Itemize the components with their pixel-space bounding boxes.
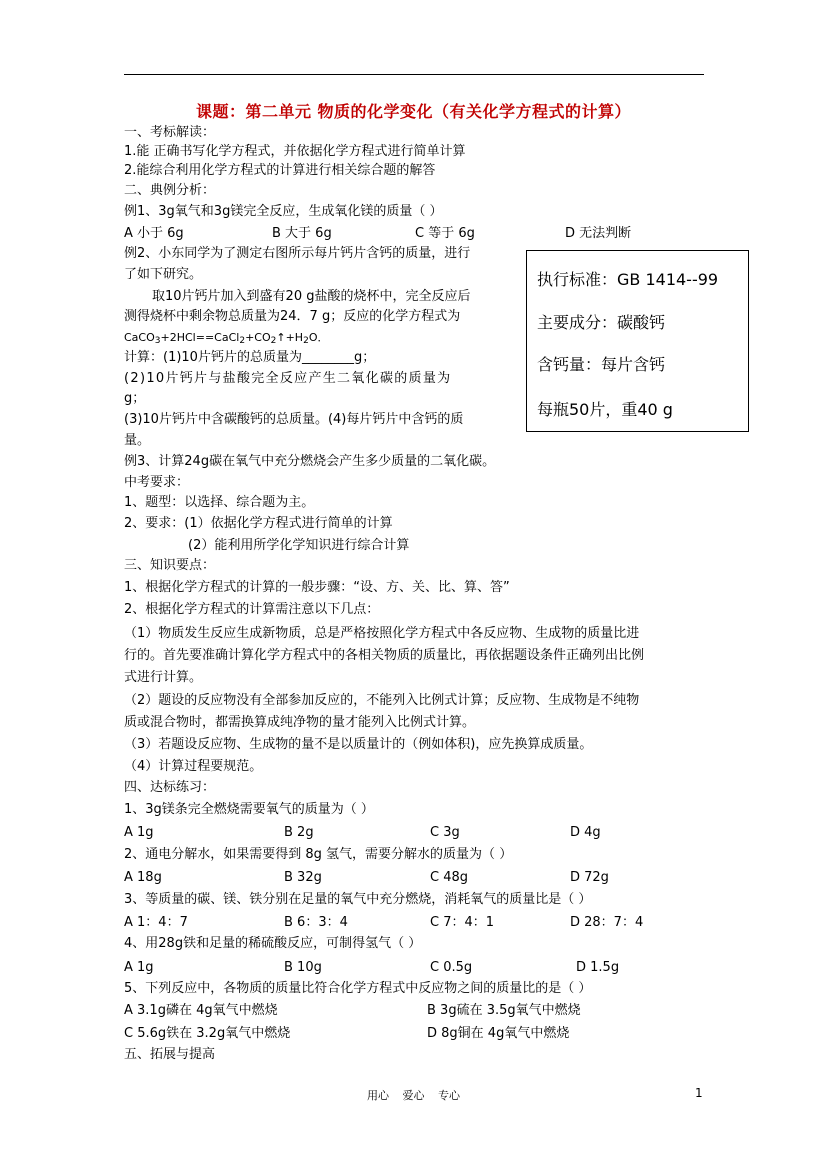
option: C 0.5g [430,960,473,975]
paragraph: （2）题设的反应物没有全部参加反应的，不能列入比例式计算；反应物、生成物是不纯物 [124,693,640,708]
example-2-text: 量。 [124,433,151,448]
exercise-question: 1、3g镁条完全燃烧需要氧气的质量为（ ） [124,802,374,817]
option: A 1g [124,825,154,840]
section-heading: 三、知识要点： [124,558,216,573]
option: A 18g [124,870,162,885]
option: D 4g [570,825,601,840]
option: A 1g [124,960,154,975]
option: A 3.1g磷在 4g氧气中燃烧 [124,1003,278,1018]
example-1-question: 例1、3g氧气和3g镁完全反应，生成氧化镁的质量（ ） [124,204,443,219]
example-3-text: 例3、计算24g碳在氧气中充分燃烧会产生多少质量的二氧化碳。 [124,454,496,469]
option: D 28：7：4 [570,915,644,930]
section-heading: 一、考标解读： [124,125,216,140]
option: C 3g [430,825,460,840]
label-line: 主要成分：碳酸钙 [537,313,666,332]
exercise-question: 3、等质量的碳、镁、铁分别在足量的氧气中充分燃烧，消耗氧气的质量比是（ ） [124,892,592,907]
example-2-text: 例2、小东同学为了测定右图所示每片钙片含钙的质量，进行 [124,246,471,261]
chemical-equation: $CaCO_3+2HCl==CaCl_2+CO_2↑+H_2O$． [124,331,329,346]
page-title: 课题：第二单元 物质的化学变化（有关化学方程式的计算） [195,102,632,121]
list-item: 1.能 正确书写化学方程式，并依据化学方程式进行简单计算 [124,144,466,159]
label-line: 每瓶50片，重40 g [537,400,673,419]
header-rule [124,74,704,75]
option: C 7：4：1 [430,915,495,930]
option: D 8g铜在 4g氧气中燃烧 [427,1026,570,1041]
option: C 48g [430,870,469,885]
paragraph: （4）计算过程要规范。 [124,759,263,774]
example-2-text: 计算：(1)10片钙片的总质量为________g； [124,350,376,365]
section-heading: 中考要求： [124,475,190,490]
option: B 10g [284,960,322,975]
option: D 无法判断 [565,226,632,241]
option: B 2g [284,825,314,840]
section-heading: 二、典例分析： [124,183,216,198]
option: B 6：3：4 [284,915,348,930]
example-2-text: 了如下研究。 [124,267,203,282]
label-line: 执行标准：GB 1414--99 [537,270,719,289]
option: B 3g硫在 3.5g氧气中燃烧 [427,1003,581,1018]
page-number: 1 [695,1086,703,1100]
calcium-label-box [526,250,749,432]
section-heading: 四、达标练习： [124,780,216,795]
paragraph: 质或混合物时，都需换算成纯净物的量才能列入比例式计算。 [124,715,476,730]
example-2-text: (2)10片钙片与盐酸完全反应产生二氧化碳的质量为 [124,371,452,386]
exercise-question: 5、下列反应中，各物质的质量比符合化学方程式中反应物之间的质量比的是（ ） [124,981,592,996]
option: A 1：4：7 [124,915,188,930]
example-2-text: (3)10片钙片中含碳酸钙的总质量。(4)每片钙片中含钙的质 [124,412,464,427]
list-item: (2）能利用所学化学知识进行综合计算 [188,538,410,553]
option: C 5.6g铁在 3.2g氧气中燃烧 [124,1026,291,1041]
option: C 等于 6g [415,226,475,241]
option: D 1.5g [576,960,620,975]
list-item: 2、要求：(1）依据化学方程式进行简单的计算 [124,516,393,531]
paragraph: （1）物质发生反应生成新物质，总是严格按照化学方程式中各反应物、生成物的质量比进 [124,626,640,641]
exercise-question: 4、用28g铁和足量的稀硫酸反应，可制得氢气（ ） [124,936,422,951]
option: B 大于 6g [272,226,332,241]
option: D 72g [570,870,609,885]
list-item: 2.能综合利用化学方程式的计算进行相关综合题的解答 [124,163,436,178]
example-2-text: 取10片钙片加入到盛有20 g盐酸的烧杯中，完全反应后 [152,289,471,304]
list-item: 1、题型：以选择、综合题为主。 [124,495,315,510]
example-2-text: 测得烧杯中剩余物总质量为24．7 g；反应的化学方程式为 [124,309,461,324]
option: B 32g [284,870,322,885]
page-footer: 用心 爱心 专心 [367,1089,460,1102]
paragraph: 1、根据化学方程式的计算的一般步骤：“设、方、关、比、算、答” [124,580,510,595]
label-line: 含钙量：每片含钙 [537,355,666,374]
paragraph: 行的。首先要准确计算化学方程式中的各相关物质的质量比，再依据题设条件正确列出比例 [124,648,645,663]
option: A 小于 6g [124,226,184,241]
example-2-text: g； [124,391,146,406]
paragraph: （3）若题设反应物、生成物的量不是以质量计的（例如体积)，应先换算成质量。 [124,737,593,752]
paragraph: 式进行计算。 [124,670,203,685]
paragraph: 2、根据化学方程式的计算需注意以下几点： [124,602,380,617]
exercise-question: 2、通电分解水，如果需要得到 8g 氢气，需要分解水的质量为（ ） [124,847,513,862]
section-heading: 五、拓展与提高 [124,1047,216,1062]
